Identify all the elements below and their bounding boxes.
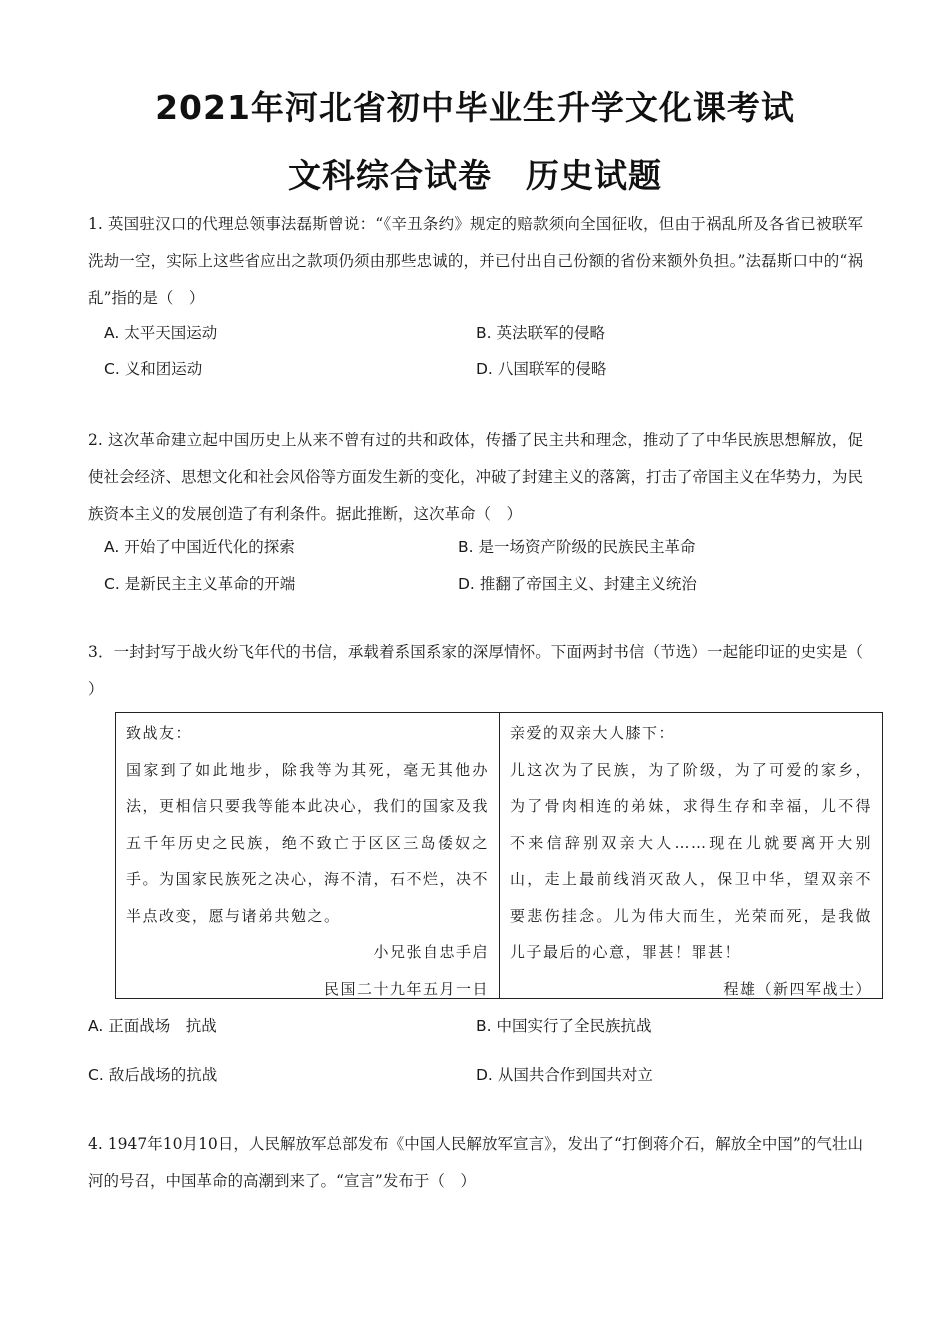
question-3-stem: 3．一封封写于战火纷飞年代的书信，承载着系国系家的深厚情怀。下面两封书信（节选）一起能印证的史实是（ ）: [88, 643, 863, 698]
option-label: C.: [88, 1066, 104, 1084]
option-text: 开始了中国近代化的探索: [124, 538, 295, 556]
option-label: D.: [476, 1066, 493, 1084]
option-text: 敌后战场的抗战: [108, 1066, 218, 1084]
letter-date: 民国二十九年五月一日: [323, 979, 489, 998]
question-1-stem: 1. 英国驻汉口的代理总领事法磊斯曾说：“《辛丑条约》规定的赔款须向全国征收，但由于祸乱所及各省已被联军洗劫一空，实际上这些省应出之款项仍须由那些忠诚的，并已付出自己份额的省份来额外负担。”法磊斯口中的“祸乱”指的是（ ）: [88, 215, 863, 307]
option-label: C.: [104, 360, 120, 378]
option-text: 中国实行了全民族抗战: [496, 1017, 652, 1035]
letters-table: [115, 712, 883, 999]
option-label: A.: [104, 538, 120, 556]
option-text: 正面战场 抗战: [108, 1017, 217, 1035]
question-1-option-b[interactable]: [476, 322, 605, 344]
option-text: 八国联军的侵略: [497, 360, 607, 378]
option-label: A.: [104, 324, 120, 342]
question-3-option-b[interactable]: [476, 1015, 652, 1037]
question-2-option-d[interactable]: [458, 573, 697, 595]
letter-greeting: 致战友：: [126, 724, 193, 742]
question-2-option-a[interactable]: [104, 536, 295, 558]
question-1-option-d[interactable]: [476, 358, 606, 380]
option-label: D.: [476, 360, 493, 378]
option-label: B.: [476, 324, 492, 342]
question-2-stem: 2. 这次革命建立起中国历史上从来不曾有过的共和政体，传播了民主共和理念，推动了了中华民族思想解放，促使社会经济、思想文化和社会风俗等方面发生新的变化，冲破了封建主义的落篱，打击了帝国主义在华势力，为民族资本主义的发展创造了有利条件。据此推断，这次革命（ ）: [88, 431, 864, 523]
option-label: A.: [88, 1017, 104, 1035]
subtitle-part-2: 历史试题: [526, 156, 662, 195]
option-text: 推翻了帝国主义、封建主义统治: [479, 575, 697, 593]
question-3-option-d[interactable]: [476, 1064, 653, 1086]
option-text: 从国共合作到国共对立: [497, 1066, 653, 1084]
option-text: 是新民主主义革命的开端: [124, 575, 296, 593]
option-text: 是一场资产阶级的民族民主革命: [478, 538, 696, 556]
option-label: D.: [458, 575, 475, 593]
letter-zhang-zizhong: [116, 713, 500, 998]
option-text: 义和团运动: [124, 360, 203, 378]
letter-signature: 小兄张自忠手启: [373, 943, 489, 961]
question-1-option-c[interactable]: [104, 358, 202, 380]
letter-greeting: 亲爱的双亲大人膝下：: [510, 724, 676, 742]
exam-subtitle: [0, 150, 950, 197]
option-label: C.: [104, 575, 120, 593]
question-2-option-c[interactable]: [104, 573, 295, 595]
option-label: B.: [458, 538, 474, 556]
exam-title: 2021年河北省初中毕业生升学文化课考试: [155, 88, 795, 127]
letter-body: 儿这次为了民族，为了阶级，为了可爱的家乡，为了骨肉相连的弟妹，求得生存和幸福，儿不得不来信辞别双亲大人……现在儿就要离开大别山，走上最前线消灭敌人，保卫中华，望双亲不要悲伤挂念。儿为伟大而生，光荣而死，是我做儿子最后的心意，罪甚！罪甚！: [510, 760, 872, 961]
option-label: B.: [476, 1017, 492, 1035]
question-2-option-b[interactable]: [458, 536, 696, 558]
question-4-stem: 4. 1947年10月10日，人民解放军总部发布《中国人民解放军宣言》，发出了“打倒蒋介石，解放全中国”的气壮山河的号召，中国革命的高潮到来了。“宣言”发布于（ ）: [88, 1135, 863, 1190]
subtitle-part-1: 文科综合试卷: [288, 156, 492, 195]
option-text: 太平天国运动: [124, 324, 218, 342]
letter-cheng-xiong: [500, 713, 882, 998]
question-3-option-c[interactable]: [88, 1064, 217, 1086]
letter-body: 国家到了如此地步，除我等为其死，毫无其他办法，更相信只要我等能本此决心，我们的国家及我五千年历史之民族，绝不致亡于区区三岛倭奴之手。为国家民族死之决心，海不清，石不烂，决不半点改变，愿与诸弟共勉之。: [126, 760, 490, 925]
option-text: 英法联军的侵略: [496, 324, 606, 342]
letter-signature: 程雄（新四军战士）: [723, 979, 872, 998]
question-3-option-a[interactable]: [88, 1015, 217, 1037]
question-1-option-a[interactable]: [104, 322, 217, 344]
